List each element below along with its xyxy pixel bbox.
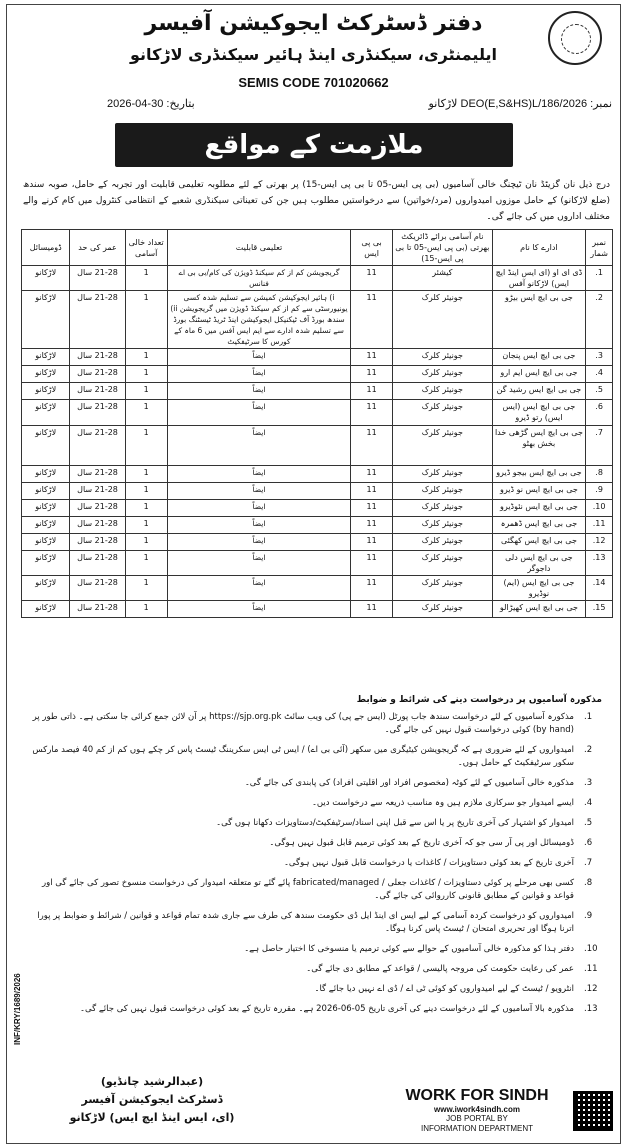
signatory-name: (عبدالرشید چانڈیو) — [100, 1075, 204, 1088]
signatory-title: ڈسٹرکٹ ایجوکیشن آفیسر — [81, 1093, 223, 1106]
cell-domicile: لاڑکانو — [22, 601, 70, 618]
table-row — [22, 466, 613, 483]
cell-vacancies: 1 — [125, 426, 167, 466]
table-body — [22, 266, 613, 618]
cell-office: جی بی ایچ ایس نو ڈیرو — [492, 483, 586, 500]
cell-office: جی بی ایچ ایس (ایم) نوڈیرو — [492, 576, 586, 601]
cell-bps: 11 — [351, 349, 393, 366]
cell-age-limit: 21-28 سال — [70, 426, 125, 466]
condition-text: مذکورہ خالی آسامیوں کے لئے کوٹہ (مخصوص افراد اور اقلیتی افراد) کی پابندی کی جائے گی۔ — [244, 778, 574, 788]
cell-vacancies: 1 — [125, 400, 167, 426]
col-vacancies: تعداد خالی آسامی — [125, 230, 167, 266]
reference-line — [7, 97, 620, 113]
cell-post: جونیئر کلرک — [393, 576, 493, 601]
office-title: دفتر ڈسٹرکٹ ایجوکیشن آفیسر — [144, 11, 483, 36]
banner-title: ملازمت کے مواقع — [115, 123, 513, 167]
condition-item — [21, 943, 608, 956]
cell-bps: 11 — [351, 483, 393, 500]
cell-post: جونیئر کلرک — [393, 500, 493, 517]
cell-post: جونیئر کلرک — [393, 534, 493, 551]
cell-post: جونیئر کلرک — [393, 517, 493, 534]
cell-vacancies: 1 — [125, 534, 167, 551]
cell-vacancies: 1 — [125, 576, 167, 601]
cell-domicile: لاڑکانو — [22, 426, 70, 466]
table-row — [22, 601, 613, 618]
condition-text: مذکورہ آسامیوں کے لئے درخواست سندھ جاب پورٹل (ایس جے پی) کی ویب سائٹ https://sjp.org.pk پر آن لائن جمع کرائی جا سکتی ہے۔ ذاتی طور پر (by hand) کوئی درخواست قبول نہیں کی جائے گی۔ — [32, 712, 574, 735]
cell-serial: 1. — [586, 266, 613, 291]
col-bps: بی پی ایس — [351, 230, 393, 266]
cell-serial: 11. — [586, 517, 613, 534]
cell-domicile: لاڑکانو — [22, 483, 70, 500]
cell-office: جی بی ایچ ایس دلی داجوگر — [492, 551, 586, 576]
col-qualification: تعلیمی قابلیت — [167, 230, 350, 266]
signature-block — [47, 1073, 257, 1127]
issue-date: بتاریخ: 30-04-2026 — [107, 98, 195, 110]
cell-bps: 11 — [351, 517, 393, 534]
condition-number: 4. — [584, 798, 593, 808]
cell-office: جی بی ایچ ایس کھگئی — [492, 534, 586, 551]
cell-serial: 4. — [586, 366, 613, 383]
cell-office: جی بی ایچ ایس ڈھمرہ — [492, 517, 586, 534]
table-row — [22, 366, 613, 383]
cell-post: جونیئر کلرک — [393, 366, 493, 383]
cell-vacancies: 1 — [125, 551, 167, 576]
office-subtitle: ایلیمنٹری، سیکنڈری اینڈ ہائیر سیکنڈری لاڑکانو — [130, 45, 497, 64]
cell-vacancies: 1 — [125, 383, 167, 400]
cell-bps: 11 — [351, 426, 393, 466]
cell-qualification: ایضاً — [167, 383, 350, 400]
cell-serial: 7. — [586, 426, 613, 466]
cell-serial: 3. — [586, 349, 613, 366]
condition-text: آخری تاریخ کے بعد کوئی دستاویزات / کاغذات یا درخواست قابل قبول نہیں ہوگی۔ — [283, 858, 574, 868]
condition-number: 2. — [584, 745, 593, 755]
table-row — [22, 483, 613, 500]
cell-office: ڈی ای او (ای ایس اینڈ ایچ ایس) لاڑکانو آفس — [492, 266, 586, 291]
cell-office: جی بی ایچ ایس کھیڑالو — [492, 601, 586, 618]
cell-domicile: لاڑکانو — [22, 534, 70, 551]
cell-serial: 6. — [586, 400, 613, 426]
condition-text: امیدوار کو اشتہار کی آخری تاریخ پر یا اس سے قبل اپنی اسناد/سرٹیفکیٹ/دستاویزات دکھانا ہوں گی۔ — [216, 818, 574, 828]
table-row — [22, 551, 613, 576]
cell-qualification: i) ہائیر ایجوکیشن کمیشن سے تسلیم شدہ کسی یونیورسٹی سے کم از کم سیکنڈ ڈویژن میں گریجویشن ii) سندھ بورڈ آف ٹیکنیکل ایجوکیشن اینڈ ٹریڈ ٹیسٹنگ بورڈ سے تسلیم شدہ ادارے سے ایم ایس آفس میں 6 ماہ کے کورس کا سرٹیفکیٹ — [167, 291, 350, 349]
cell-office: جی بی ایچ ایس نئوڈیرو — [492, 500, 586, 517]
cell-age-limit: 21-28 سال — [70, 483, 125, 500]
cell-qualification: ایضاً — [167, 534, 350, 551]
cell-post: جونیئر کلرک — [393, 400, 493, 426]
work-for-sindh-logo — [387, 1087, 567, 1134]
cell-qualification: ایضاً — [167, 517, 350, 534]
col-post: نام آسامی برائے ڈائریکٹ بھرتی (بی پی ایس-05 تا بی پی ایس-15) — [393, 230, 493, 266]
cell-qualification: ایضاً — [167, 366, 350, 383]
condition-number: 11. — [584, 964, 598, 974]
cell-vacancies: 1 — [125, 517, 167, 534]
cell-vacancies: 1 — [125, 366, 167, 383]
cell-domicile: لاڑکانو — [22, 291, 70, 349]
condition-text: کسی بھی مرحلے پر کوئی دستاویزات / کاغذات جعلی / fabricated/managed پائے گئے تو متعلقہ امیدوار کی درخواست منسوخ تصور کی جائے گی اور قواعد و قوانین کے مطابق قانونی کارروائی کی جائے گی۔ — [41, 878, 574, 901]
cell-age-limit: 21-28 سال — [70, 500, 125, 517]
cell-serial: 2. — [586, 291, 613, 349]
condition-item — [21, 711, 608, 737]
condition-number: 1. — [584, 712, 593, 722]
cell-domicile: لاڑکانو — [22, 551, 70, 576]
cell-office: جی بی ایچ ایس بیجو ڈیرو — [492, 466, 586, 483]
portal-line-2: INFORMATION DEPARTMENT — [421, 1124, 533, 1133]
condition-text: ایسے امیدوار جو سرکاری ملازم ہیں وہ مناسب ذریعہ سے درخواست دیں۔ — [311, 798, 574, 808]
condition-item — [21, 877, 608, 903]
condition-text: ڈومیسائل اور پی آر سی جو کہ آخری تاریخ کے بعد کوئی ترمیم قابل قبول نہیں ہوگی۔ — [269, 838, 574, 848]
condition-item — [21, 777, 608, 790]
cell-bps: 11 — [351, 466, 393, 483]
cell-domicile: لاڑکانو — [22, 517, 70, 534]
condition-item — [21, 910, 608, 936]
condition-item — [21, 797, 608, 810]
portal-line-1: JOB PORTAL BY — [446, 1114, 508, 1123]
condition-text: مذکورہ بالا آسامیوں کے لئے درخواست دینے کی آخری تاریخ 05-06-2026 ہے۔ مقررہ تاریخ کے بعد کوئی درخواست قبول نہیں کی جائے گی۔ — [80, 1004, 574, 1014]
cell-serial: 14. — [586, 576, 613, 601]
cell-post: جونیئر کلرک — [393, 383, 493, 400]
condition-number: 10. — [584, 944, 598, 954]
cell-vacancies: 1 — [125, 601, 167, 618]
cell-bps: 11 — [351, 266, 393, 291]
cell-age-limit: 21-28 سال — [70, 400, 125, 426]
cell-vacancies: 1 — [125, 349, 167, 366]
inf-code: INF/KRY/1689/2026 — [13, 973, 22, 1045]
table-row — [22, 291, 613, 349]
qr-code-icon — [573, 1091, 613, 1131]
cell-qualification: ایضاً — [167, 400, 350, 426]
cell-serial: 5. — [586, 383, 613, 400]
cell-qualification: ایضاً — [167, 576, 350, 601]
condition-number: 8. — [584, 878, 593, 888]
cell-qualification: ایضاً — [167, 466, 350, 483]
cell-age-limit: 21-28 سال — [70, 291, 125, 349]
cell-domicile: لاڑکانو — [22, 400, 70, 426]
cell-bps: 11 — [351, 534, 393, 551]
cell-bps: 11 — [351, 500, 393, 517]
cell-age-limit: 21-28 سال — [70, 349, 125, 366]
condition-item — [21, 983, 608, 996]
cell-qualification: ایضاً — [167, 500, 350, 517]
table-row — [22, 383, 613, 400]
cell-vacancies: 1 — [125, 500, 167, 517]
cell-bps: 11 — [351, 551, 393, 576]
cell-age-limit: 21-28 سال — [70, 366, 125, 383]
condition-number: 6. — [584, 838, 593, 848]
condition-item — [21, 837, 608, 850]
portal-url: www.iwork4sindh.com — [434, 1105, 520, 1114]
cell-bps: 11 — [351, 601, 393, 618]
reference-number: نمبر: DEO(E,S&HS)L/186/2026 لاڑکانو — [428, 98, 612, 110]
cell-domicile: لاڑکانو — [22, 500, 70, 517]
condition-number: 7. — [584, 858, 593, 868]
cell-office: جی بی ایچ ایس پنجان — [492, 349, 586, 366]
condition-text: امیدواروں کے لئے ضروری ہے کہ گریجویشن کیٹیگری میں سکھر (آئی بی اے) / ایس ٹی ایس سکریننگ ٹیسٹ پاس کر چکے ہوں کم از کم 40 فیصد مارکس سکور سرٹیفکیٹ کے حامل ہوں۔ — [32, 745, 574, 768]
cell-age-limit: 21-28 سال — [70, 534, 125, 551]
cell-office: جی بی ایچ ایس گڑھی خدا بخش بھٹو — [492, 426, 586, 466]
cell-bps: 11 — [351, 576, 393, 601]
cell-qualification: ایضاً — [167, 426, 350, 466]
cell-serial: 13. — [586, 551, 613, 576]
cell-office: جی بی ایچ ایس رشید گن — [492, 383, 586, 400]
cell-qualification: ایضاً — [167, 551, 350, 576]
signatory-department: (ای، ایس اینڈ ایچ ایس) لاڑکانو — [69, 1111, 235, 1124]
cell-bps: 11 — [351, 383, 393, 400]
cell-post: جونیئر کلرک — [393, 466, 493, 483]
col-serial: نمبر شمار — [586, 230, 613, 266]
table-row — [22, 534, 613, 551]
condition-number: 5. — [584, 818, 593, 828]
col-domicile: ڈومیسائل — [22, 230, 70, 266]
cell-serial: 10. — [586, 500, 613, 517]
cell-age-limit: 21-28 سال — [70, 576, 125, 601]
cell-post: جونیئر کلرک — [393, 551, 493, 576]
intro-paragraph: درج ذیل نان گزیٹڈ نان ٹیچنگ خالی آسامیوں (بی پی ایس-05 تا بی پی ایس-15) پر بھرتی کے لئے مطلوبہ تعلیمی قابلیت اور تجربہ کے حامل، صوبہ سندھ (ضلع لاڑکانو) کے حامل موزوں امیدواروں (مرد/خواتین) سے درخواستیں مطلوب ہیں جن کی تعیناتی سیکنڈری شعبے کے انتظامی کنٹرول میں کام کرنے والے مختلف اداروں میں کی جائے گی۔ — [23, 180, 610, 222]
condition-number: 13. — [584, 1004, 598, 1014]
cell-post: جونیئر کلرک — [393, 349, 493, 366]
cell-post: جونیئر کلرک — [393, 483, 493, 500]
cell-qualification: ایضاً — [167, 349, 350, 366]
condition-number: 3. — [584, 778, 593, 788]
cell-vacancies: 1 — [125, 466, 167, 483]
condition-item — [21, 857, 608, 870]
vacancies-table — [21, 229, 613, 618]
cell-serial: 8. — [586, 466, 613, 483]
cell-serial: 15. — [586, 601, 613, 618]
cell-domicile: لاڑکانو — [22, 383, 70, 400]
cell-vacancies: 1 — [125, 266, 167, 291]
cell-post: جونیئر کلرک — [393, 291, 493, 349]
col-office: ادارے کا نام — [492, 230, 586, 266]
cell-post: جونیئر کلرک — [393, 426, 493, 466]
condition-item — [21, 744, 608, 770]
table-row — [22, 576, 613, 601]
cell-office: جی بی ایچ ایس ایم ارو — [492, 366, 586, 383]
cell-post: کیشئر — [393, 266, 493, 291]
condition-number: 12. — [584, 984, 598, 994]
cell-age-limit: 21-28 سال — [70, 517, 125, 534]
cell-domicile: لاڑکانو — [22, 349, 70, 366]
condition-item — [21, 817, 608, 830]
col-age-limit: عمر کی حد — [70, 230, 125, 266]
cell-serial: 12. — [586, 534, 613, 551]
cell-vacancies: 1 — [125, 483, 167, 500]
condition-item — [21, 963, 608, 976]
condition-text: دفتر ہذا کو مذکورہ خالی آسامیوں کے حوالے سے کوئی ترمیم یا منسوخی کا اختیار حاصل ہے۔ — [244, 944, 574, 954]
cell-age-limit: 21-28 سال — [70, 466, 125, 483]
condition-text: عمر کی رعایت حکومت کی مروجہ پالیسی / قواعد کے مطابق دی جائے گی۔ — [306, 964, 574, 974]
cell-office: جی بی ایچ ایس بیڑو — [492, 291, 586, 349]
cell-bps: 11 — [351, 400, 393, 426]
portal-brand: WORK FOR SINDH — [405, 1087, 549, 1104]
cell-vacancies: 1 — [125, 291, 167, 349]
cell-domicile: لاڑکانو — [22, 466, 70, 483]
table-row — [22, 400, 613, 426]
table-row — [22, 266, 613, 291]
conditions-heading: مذکورہ آسامیوں پر درخواست دینے کی شرائط و ضوابط — [356, 695, 602, 705]
cell-domicile: لاڑکانو — [22, 266, 70, 291]
cell-domicile: لاڑکانو — [22, 576, 70, 601]
cell-office: جی بی ایچ ایس (ایس ایس) رتو ڈیرو — [492, 400, 586, 426]
cell-age-limit: 21-28 سال — [70, 551, 125, 576]
semis-code: SEMIS CODE 701020662 — [238, 75, 389, 90]
table-row — [22, 517, 613, 534]
cell-age-limit: 21-28 سال — [70, 601, 125, 618]
cell-qualification: ایضاً — [167, 601, 350, 618]
cell-age-limit: 21-28 سال — [70, 266, 125, 291]
condition-text: امیدواروں کو درخواست کردہ آسامی کے لیے ایس ای اینڈ ایل ڈی حکومت سندھ کی طرف سے جاری شدہ تمام قواعد و قوانین / شرائط و ضوابط پر پورا اترنا ہوگا اور تحریری امتحان / ٹیسٹ پاس کرنا ہوگا۔ — [37, 911, 574, 934]
cell-qualification: ایضاً — [167, 483, 350, 500]
table-row — [22, 426, 613, 466]
cell-bps: 11 — [351, 366, 393, 383]
cell-post: جونیئر کلرک — [393, 601, 493, 618]
cell-qualification: گریجویشن کم از کم سیکنڈ ڈویژن کی کام/بی بی اے فنانس — [167, 266, 350, 291]
cell-serial: 9. — [586, 483, 613, 500]
condition-text: انٹرویو / ٹیسٹ کے لیے امیدواروں کو کوئی ٹی اے / ڈی اے نہیں دیا جائے گا۔ — [314, 984, 574, 994]
condition-number: 9. — [584, 911, 593, 921]
table-row — [22, 500, 613, 517]
cell-domicile: لاڑکانو — [22, 366, 70, 383]
cell-age-limit: 21-28 سال — [70, 383, 125, 400]
table-header-row — [22, 230, 613, 266]
advertisement-page — [6, 4, 621, 1144]
cell-bps: 11 — [351, 291, 393, 349]
conditions-list — [21, 711, 608, 1023]
condition-item — [21, 1003, 608, 1016]
table-row — [22, 349, 613, 366]
